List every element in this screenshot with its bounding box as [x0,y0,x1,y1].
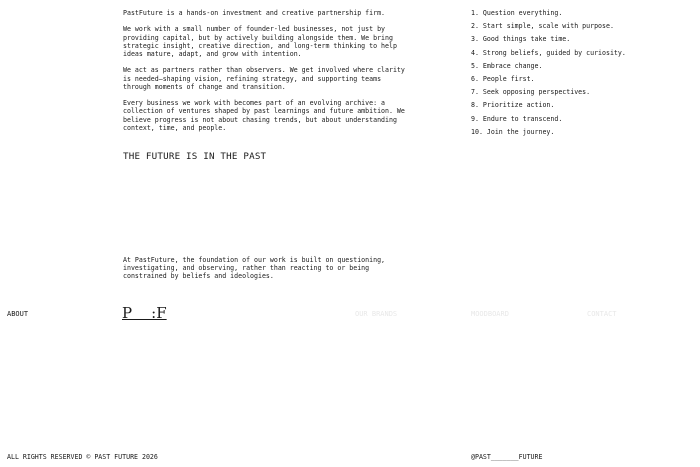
footer-copyright: ALL RIGHTS RESERVED © PAST FUTURE 2026 [7,453,158,461]
nav-link-moodboard[interactable]: MOODBOARD [471,310,509,318]
site-logo[interactable]: P :F [122,304,167,322]
principle-item: 4. Strong beliefs, guided by curiosity. [471,48,626,57]
footer-social-handle[interactable]: @PAST_______FUTURE [471,453,543,461]
principle-item: 1. Question everything. [471,9,563,17]
intro-paragraph-2: We work with a small number of founder-led businesses, not just by providing capital, but by actively building alongside them. We bring strategic insight, creative direction, and long-term thinking to help ideas mature, adapt, and grow with intention. [123,25,397,58]
principles-list [471,9,626,141]
nav-link-contact[interactable]: CONTACT [587,310,617,318]
principle-item: 3. Good things take time. [471,35,571,44]
page-headline: THE FUTURE IS IN THE PAST [123,151,267,162]
principle-item: 7. Seek opposing perspectives. [471,88,591,97]
principle-item: 8. Prioritize action. [471,101,555,110]
intro-text-block [123,9,408,140]
intro-paragraph-4: Every business we work with becomes part of an evolving archive: a collection of ventures shaped by past learnings and future ambition. We believe progress is not about chasing trends, but about understanding context, time, and people. [123,99,405,132]
nav-link-our-brands[interactable]: OUR BRANDS [355,310,398,318]
intro-paragraph-1: PastFuture is a hands-on investment and creative partnership firm. [123,9,386,17]
nav-link-about[interactable]: ABOUT [7,310,29,318]
principle-item: 10. Join the journey. [471,127,555,136]
principle-item: 5. Embrace change. [471,61,543,70]
principle-item: 9. Endure to transcend. [471,114,563,123]
principle-item: 6. People first. [471,74,535,83]
foundation-paragraph: At PastFuture, the foundation of our work is built on questioning, investigating, and observing, rather than reacting to or being constrained by beliefs and ideologies. [123,256,386,281]
principle-item: 2. Start simple, scale with purpose. [471,22,614,31]
intro-paragraph-3: We act as partners rather than observers. We get involved where clarity is needed—shaping vision, refining strategy, and supporting teams through moments of change and transition. [123,66,405,91]
